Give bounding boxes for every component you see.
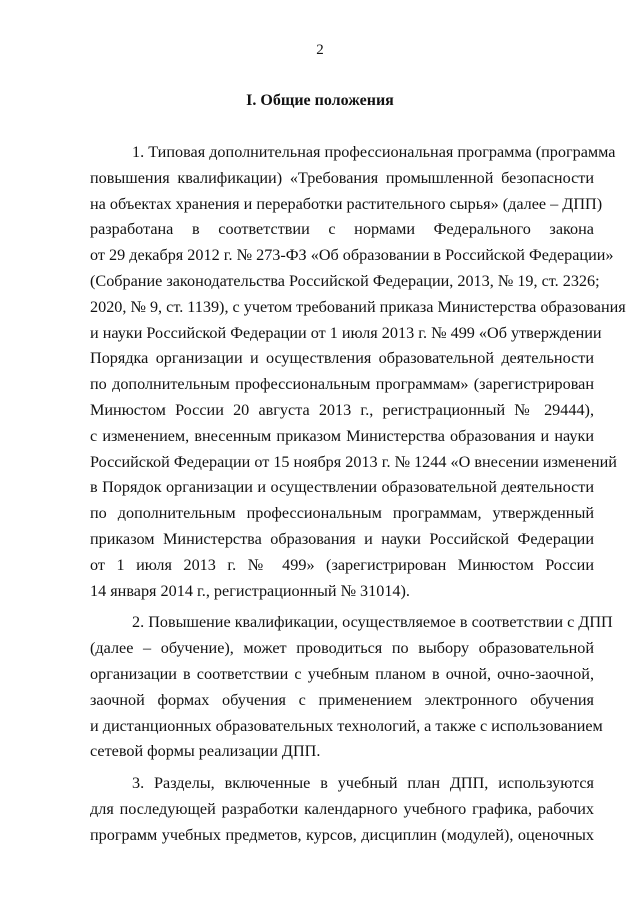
text-line: (далее – обучение), может проводиться по выбору образовательной	[90, 639, 594, 658]
text-line: 14 января 2014 г., регистрационный № 31014).	[90, 581, 410, 600]
text-line: заочной формах обучения с применением электронного обучения	[90, 690, 594, 709]
text-line: для последующей разработки календарного учебного графика, рабочих	[90, 799, 594, 818]
text-line: Минюстом России 20 августа 2013 г., регистрационный № 29444),	[90, 400, 594, 419]
page-number: 2	[316, 42, 324, 58]
text-line: организации в соответствии с учебным планом в очной, очно-заочной,	[90, 664, 594, 683]
text-line: сетевой формы реализации ДПП.	[90, 742, 321, 761]
text-line: с изменением, внесенным приказом Министерства образования и науки	[90, 426, 594, 445]
text-line: (Собрание законодательства Российской Федерации, 2013, № 19, ст. 2326;	[90, 271, 600, 290]
text-line: в Порядок организации и осуществлении образовательной деятельности	[90, 478, 594, 497]
text-line: разработана в соответствии с нормами Федерального закона	[90, 220, 594, 239]
text-line: Порядка организации и осуществления образовательной деятельности	[90, 349, 594, 368]
text-line: приказом Министерства образования и науки Российской Федерации	[90, 529, 594, 548]
paragraph-3	[90, 771, 594, 848]
document-body	[90, 140, 626, 849]
text-line: 2. Повышение квалификации, осуществляемое в соответствии с ДПП	[132, 613, 613, 632]
text-line: от 1 июля 2013 г. № 499» (зарегистрирован Минюстом России	[90, 555, 594, 574]
paragraph-2	[90, 610, 613, 765]
text-line: и науки Российской Федерации от 1 июля 2013 г. № 499 «Об утверждении	[90, 323, 602, 342]
section-title: I. Общие положения	[246, 92, 394, 109]
text-line: повышения квалификации) «Требования промышленной безопасности	[90, 168, 594, 187]
text-line: 1. Типовая дополнительная профессиональная программа (программа	[132, 143, 616, 161]
text-line: на объектах хранения и переработки растительного сырья» (далее – ДПП)	[90, 194, 603, 213]
paragraph-1	[90, 140, 626, 604]
text-line: по дополнительным профессиональным программам» (зарегистрирован	[90, 375, 594, 394]
text-line: 3. Разделы, включенные в учебный план ДПП, используются	[132, 774, 594, 793]
text-line: 2020, № 9, ст. 1139), с учетом требований приказа Министерства образования	[90, 297, 626, 316]
text-line: программ учебных предметов, курсов, дисциплин (модулей), оценочных	[90, 825, 594, 844]
text-line: и дистанционных образовательных технологий, а также с использованием	[90, 716, 603, 735]
text-line: Российской Федерации от 15 ноября 2013 г. № 1244 «О внесении изменений	[90, 452, 617, 471]
text-line: по дополнительным профессиональным программам, утвержденный	[90, 504, 594, 523]
text-line: от 29 декабря 2012 г. № 273-ФЗ «Об образовании в Российской Федерации»	[90, 246, 614, 265]
